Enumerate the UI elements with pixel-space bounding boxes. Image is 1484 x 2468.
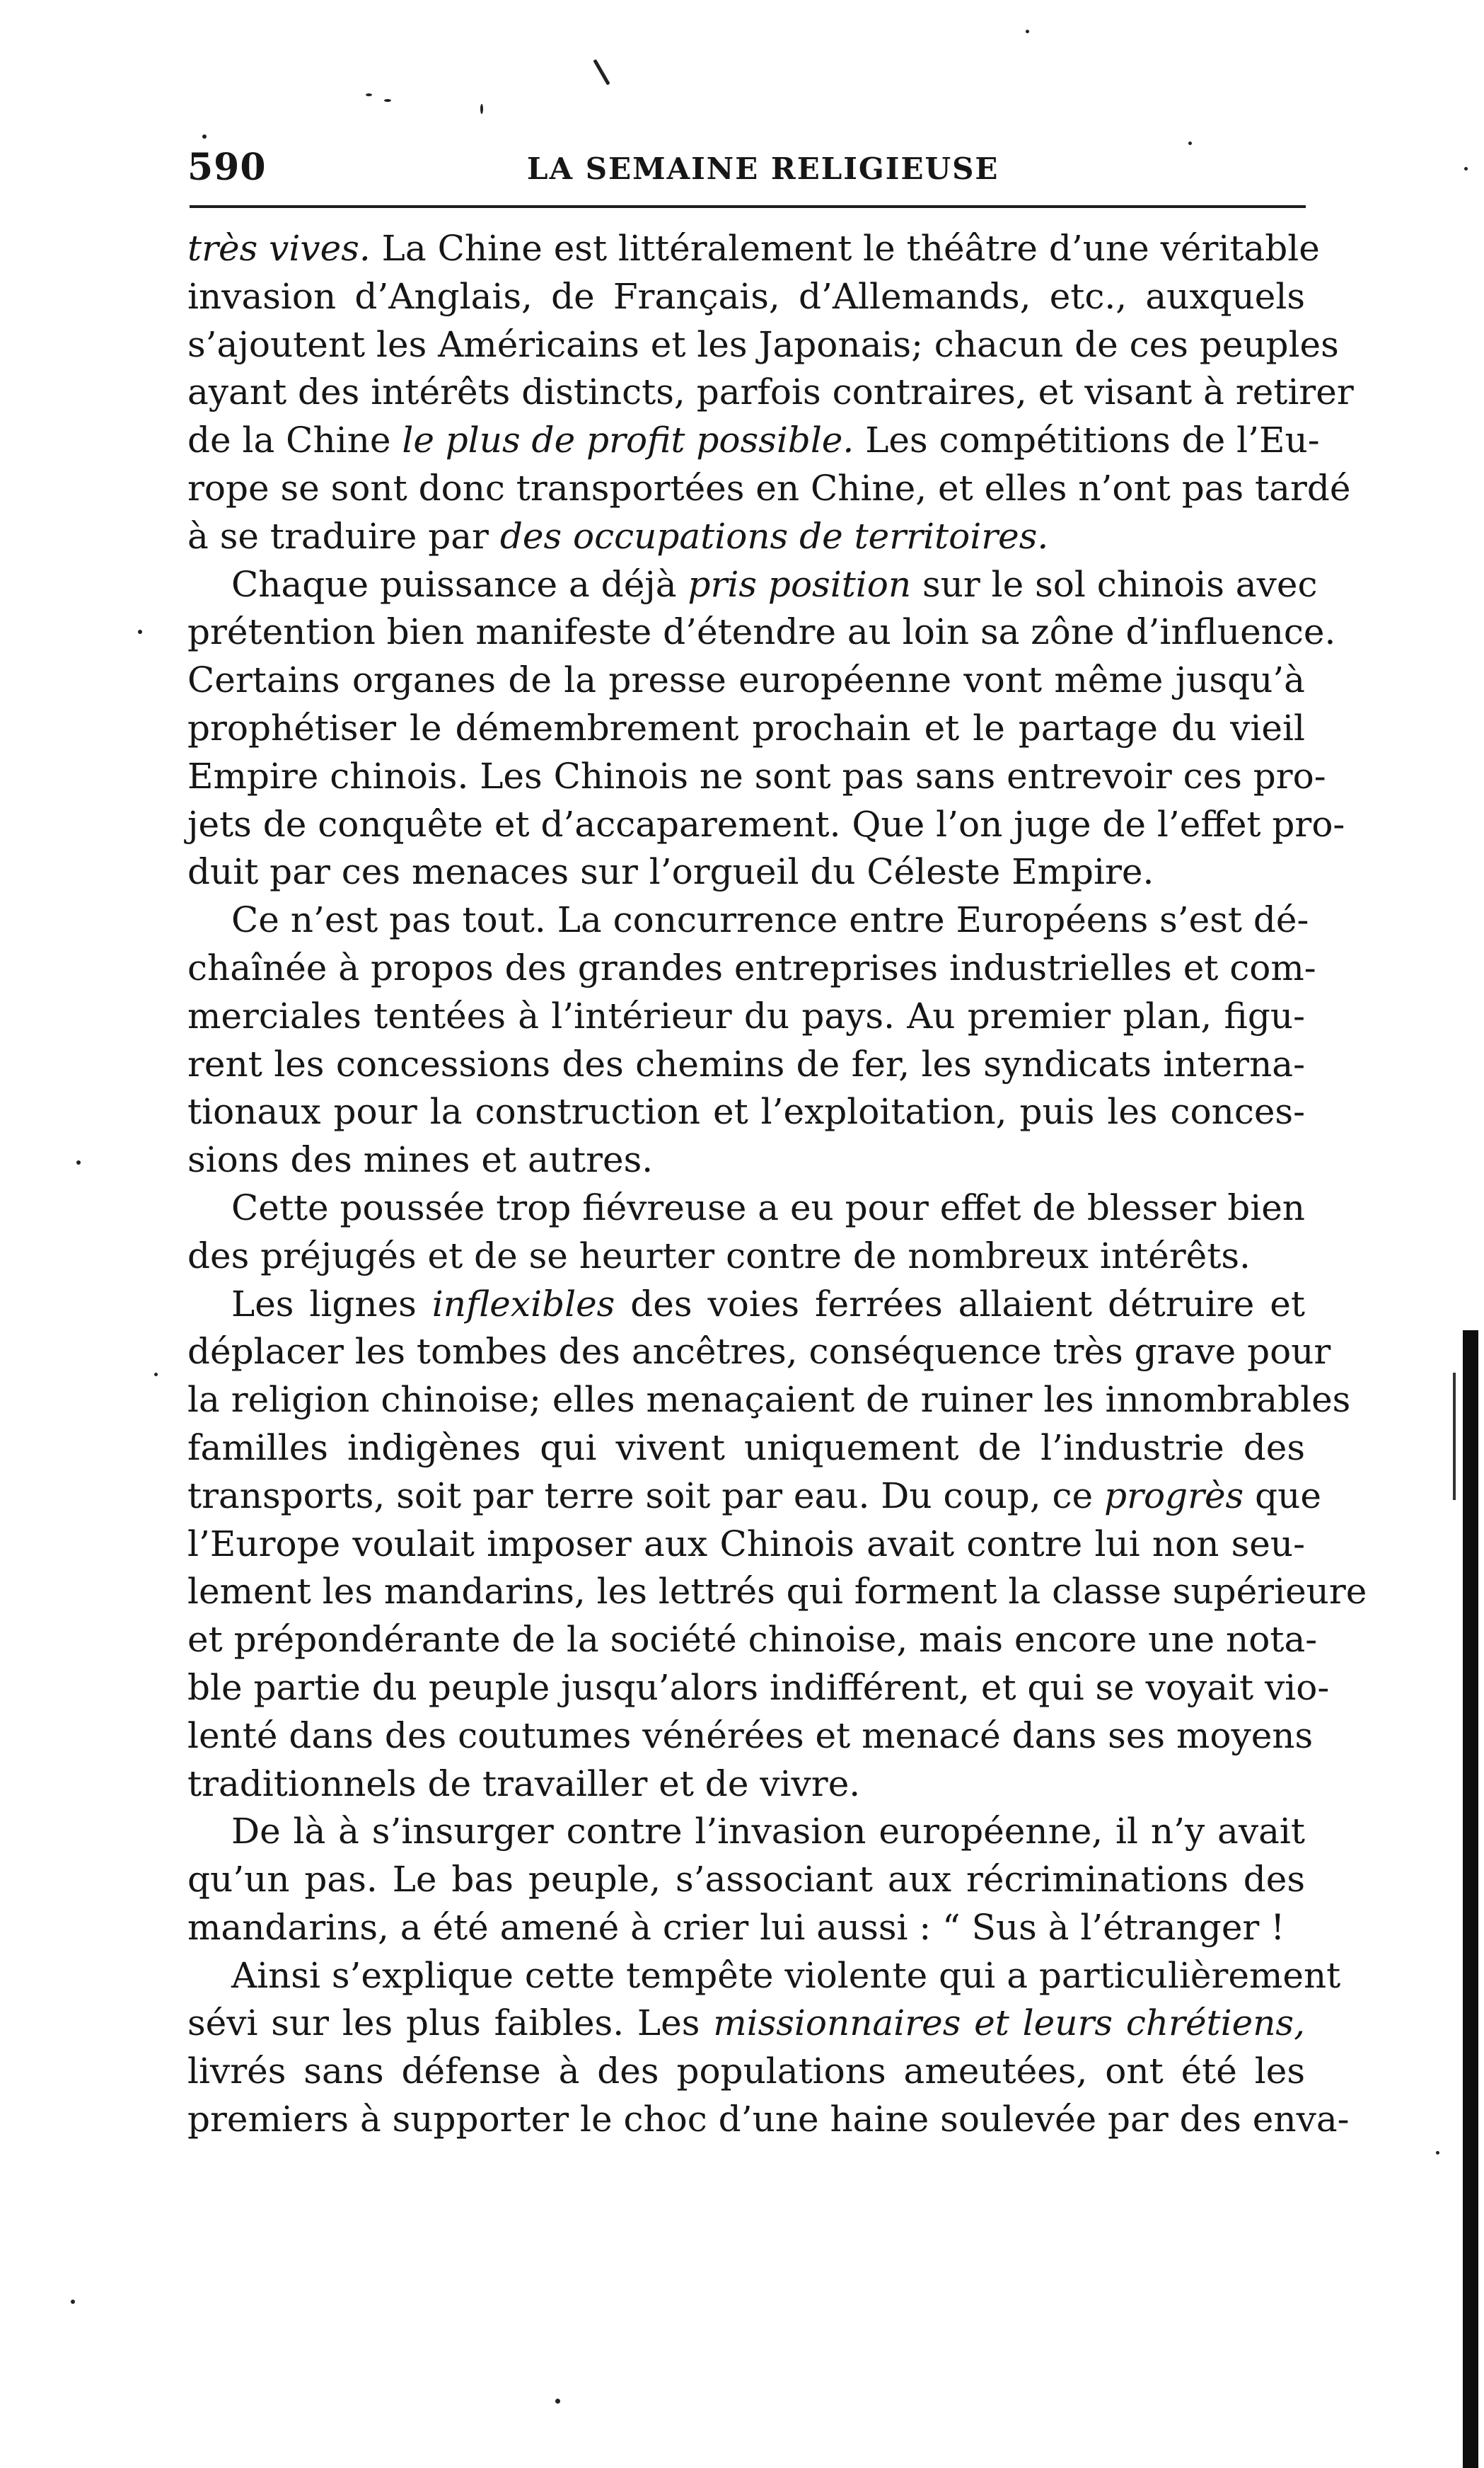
text-line [187,1521,1305,1569]
scan-speck [76,1160,81,1165]
text-run: sur le sol chinois avec [911,563,1318,605]
text-run: Cette poussée trop fiévreuse a eu pour effet de blesser bien [231,1187,1305,1228]
text-line [187,1424,1305,1472]
text-line [187,1568,1367,1616]
paragraph [187,561,1345,897]
text-run: prophétiser le démembrement prochain et le partage du vieil [187,707,1305,749]
text-line [187,1281,1305,1329]
text-run: des voies ferrées allaient détruire et [615,1283,1305,1325]
text-line [187,705,1305,753]
paragraph [187,1281,1367,1809]
header-rule [190,205,1306,208]
text-run: Les lignes [231,1283,432,1325]
scan-speck [480,104,483,114]
text-run: premiers à supporter le choc d’une haine soulevée par des enva- [187,2099,1350,2140]
text-run: De là à s’insurger contre l’invasion européenne, il n’y avait [231,1811,1305,1852]
text-run: l’Europe voulait imposer aux Chinois avait contre lui non seu- [187,1523,1305,1564]
text-line [187,993,1305,1041]
text-line [187,1088,1305,1136]
text-line [187,513,1305,561]
text-line [187,321,1339,369]
text-run: Ce n’est pas tout. La concurrence entre Européens s’est dé- [231,899,1309,941]
text-line [187,2096,1350,2144]
italic-text: pris position [688,563,912,605]
text-line [187,465,1351,513]
scan-speck [593,59,610,85]
text-line [187,1616,1318,1664]
scan-speck [555,2399,560,2404]
text-line [187,561,1318,609]
text-line [187,1184,1305,1233]
text-run: sévi sur les plus faibles. Les [187,2002,714,2044]
text-line [187,609,1336,657]
text-line [187,1856,1305,1904]
text-line [187,1760,1305,1809]
text-run: des préjugés et de se heurter contre de nombreux intérêts. [187,1235,1251,1276]
text-run: La Chine est littéralement le théâtre d’une véritable [370,228,1320,269]
scan-speck [366,93,372,96]
text-run: transports, soit par terre soit par eau. Du coup, ce [187,1475,1105,1516]
text-run: Empire chinois. Les Chinois ne sont pas sans entrevoir ces pro- [187,755,1326,797]
page-number: 590 [187,146,267,189]
text-line [187,1472,1321,1521]
text-line [187,273,1305,321]
text-run: rent les concessions des chemins de fer, les syndicats interna- [187,1043,1305,1085]
text-line [187,848,1305,896]
text-run: invasion d’Anglais, de Français, d’Allemands, etc., auxquels [187,275,1305,317]
scan-speck [138,630,142,634]
text-run: jets de conquête et d’accaparement. Que l’on juge de l’effet pro- [187,803,1345,845]
text-run: que [1244,1475,1321,1516]
text-run: chaînée à propos des grandes entreprises industrielles et com- [187,947,1316,988]
text-run: Ainsi s’explique cette tempête violente qui a particulièrement [231,1954,1341,1996]
scan-speck [1026,30,1029,33]
text-line [187,225,1320,273]
text-run: traditionnels de travailler et de vivre. [187,1763,861,1804]
text-run: tionaux pour la construction et l’exploitation, puis les conces- [187,1091,1305,1133]
italic-text: inflexibles [431,1283,615,1325]
scan-edge [1463,1330,1478,2468]
text-line [187,801,1345,849]
text-line [187,1328,1331,1376]
scan-speck [1188,142,1192,145]
text-run: qu’un pas. Le bas peuple, s’associant aux récriminations des [187,1859,1305,1901]
text-line [187,945,1316,993]
text-run: livrés sans défense à des populations ameutées, ont été les [187,2051,1305,2092]
body-text [187,225,1367,2144]
scan-speck [154,1373,158,1376]
text-run: mandarins, a été amené à crier lui aussi : “ Sus à l’étranger ! [187,1906,1285,1948]
scan-edge [1453,1373,1456,1500]
paragraph [187,896,1316,1184]
text-run: déplacer les tombes des ancêtres, conséquence très grave pour [187,1331,1331,1373]
text-run: s’ajoutent les Américains et les Japonais; chacun de ces peuples [187,323,1339,365]
text-run: à se traduire par [187,515,500,557]
text-run: lenté dans des coutumes vénérées et menacé dans ses moyens [187,1714,1314,1756]
text-run: la religion chinoise; elles menaçaient de ruiner les innombrables [187,1379,1351,1421]
paragraph [187,1952,1350,2144]
text-line [187,896,1309,945]
italic-text: progrès [1104,1475,1244,1516]
text-line [187,2048,1305,2096]
text-run: prétention bien manifeste d’étendre au loin sa zône d’influence. [187,611,1336,653]
text-line [187,1233,1305,1281]
text-run: familles indigènes qui vivent uniquement de l’industrie des [187,1426,1305,1468]
text-line [187,417,1320,465]
text-line [187,1808,1305,1856]
running-title: LA SEMAINE RELIGIEUSE [527,151,999,186]
paragraph [187,1808,1305,1951]
text-run: lement les mandarins, les lettrés qui forment la classe supérieure [187,1571,1367,1613]
text-run: Certains organes de la presse européenne vont même jusqu’à [187,659,1305,701]
paragraph [187,225,1354,561]
text-run: ayant des intérêts distincts, parfois contraires, et visant à retirer [187,371,1354,413]
text-line [187,2000,1305,2048]
paragraph [187,1184,1305,1281]
text-run: et prépondérante de la société chinoise, mais encore une nota- [187,1619,1318,1661]
text-line [187,1904,1305,1952]
text-run: duit par ces menaces sur l’orgueil du Céleste Empire. [187,851,1154,893]
text-run: merciales tentées à l’intérieur du pays. Au premier plan, figu- [187,995,1305,1037]
scan-speck [202,134,207,139]
text-line [187,753,1326,801]
scan-speck [1464,167,1468,171]
text-line [187,1136,1305,1184]
text-run: rope se sont donc transportées en Chine, et elles n’ont pas tardé [187,467,1351,509]
page-header [187,146,1305,195]
italic-text: très vives. [187,228,371,269]
text-line [187,369,1354,417]
italic-text: le plus de profit possible. [402,420,854,461]
text-line [187,657,1305,705]
text-run: ble partie du peuple jusqu’alors indifférent, et qui se voyait vio- [187,1666,1330,1708]
scan-speck [1436,2151,1439,2155]
text-run: Les compétitions de l’Eu- [854,420,1320,461]
text-line [187,1376,1351,1424]
scan-speck [71,2300,75,2304]
text-run: sions des mines et autres. [187,1139,654,1181]
text-run: Chaque puissance a déjà [231,563,688,605]
text-line [187,1041,1305,1089]
text-run: de la Chine [187,420,402,461]
scan-speck [384,99,391,102]
italic-text: des occupations de territoires. [499,515,1049,557]
text-line [187,1664,1330,1712]
italic-text: missionnaires et leurs chrétiens, [713,2002,1305,2044]
text-line [187,1712,1314,1760]
text-line [187,1952,1341,2000]
